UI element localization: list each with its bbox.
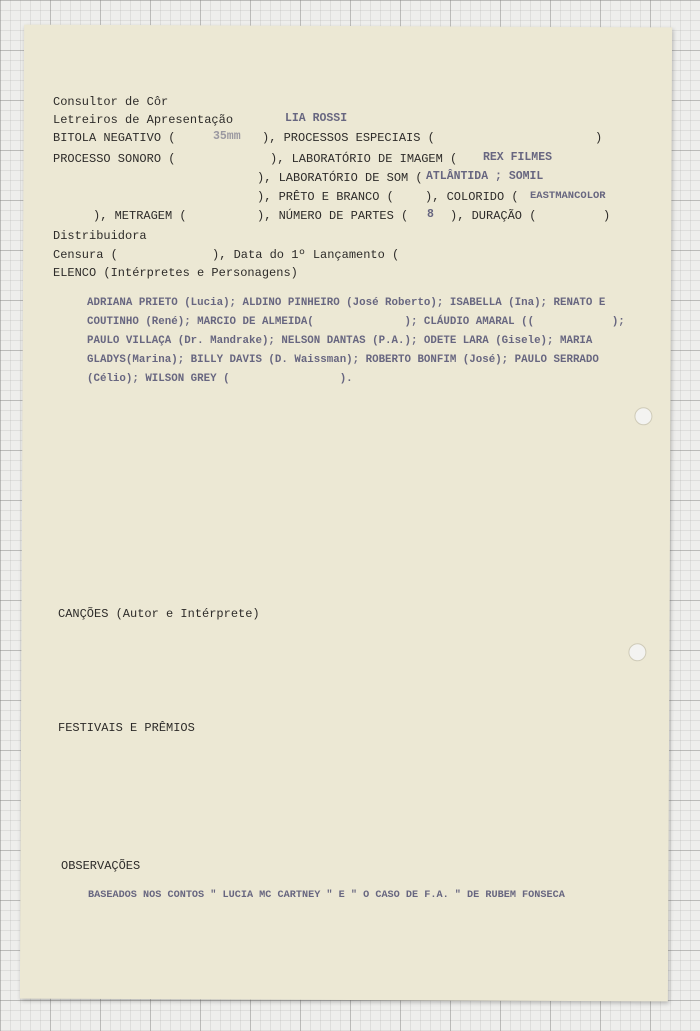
punch-hole-bottom [628,643,646,661]
label-consultor-cor: Consultor de Côr [53,95,169,109]
elenco-line: ADRIANA PRIETO (Lucia); ALDINO PINHEIRO (José Roberto); ISABELLA (Ina); RENATO E [87,297,606,309]
label-elenco: ELENCO (Intérpretes e Personagens) [53,266,298,280]
label-duracao: ), DURAÇÃO ( [450,209,537,223]
elenco-line: (Célio); WILSON GREY ( ). [87,373,353,385]
value-numero-partes: 8 [427,208,434,221]
label-festivais: FESTIVAIS E PRÊMIOS [58,721,195,735]
label-observacoes: OBSERVAÇÕES [61,859,141,873]
label-letreiros: Letreiros de Apresentação [53,113,234,127]
elenco-line: COUTINHO (René); MARCIO DE ALMEIDA( ); CLÁUDIO AMARAL (( ); [87,316,625,328]
elenco-line: GLADYS(Marina); BILLY DAVIS (D. Waissman); ROBERTO BONFIM (José); PAULO SERRADO [87,354,599,366]
label-distribuidora: Distribuidora [53,229,147,243]
label-processos-especiais: ), PROCESSOS ESPECIAIS ( [262,131,435,145]
punch-hole-top [634,407,652,425]
value-bitola: 35mm [213,130,241,143]
label-colorido: ), COLORIDO ( [425,190,519,204]
label-duracao-close: ) [603,209,611,223]
label-metragem: ), METRAGEM ( [93,209,187,223]
value-letreiros: LIA ROSSI [285,112,348,125]
label-laboratorio-som: ), LABORATÓRIO DE SOM ( [257,171,423,185]
label-bitola: BITOLA NEGATIVO ( [53,131,176,145]
label-laboratorio-imagem: ), LABORATÓRIO DE IMAGEM ( [270,152,458,166]
label-cancoes: CANÇÕES (Autor e Intérprete) [58,607,260,621]
label-processos-close: ) [595,131,603,145]
elenco-line: PAULO VILLAÇA (Dr. Mandrake); NELSON DANTAS (P.A.); ODETE LARA (Gisele); MARIA [87,335,593,347]
value-colorido: EASTMANCOLOR [530,190,606,202]
value-observacoes: BASEADOS NOS CONTOS " LUCIA MC CARTNEY " E " O CASO DE F.A. " DE RUBEM FONSECA [88,890,565,901]
label-preto-branco: ), PRÊTO E BRANCO ( [257,190,394,204]
value-laboratorio-imagem: REX FILMES [483,151,553,164]
label-numero-partes: ), NÚMERO DE PARTES ( [257,209,409,223]
value-laboratorio-som: ATLÂNTIDA ; SOMIL [426,170,544,183]
label-censura: Censura ( [53,248,118,262]
label-processo-sonoro: PROCESSO SONORO ( [53,152,176,166]
label-lancamento: ), Data do 1º Lançamento ( [212,248,400,262]
